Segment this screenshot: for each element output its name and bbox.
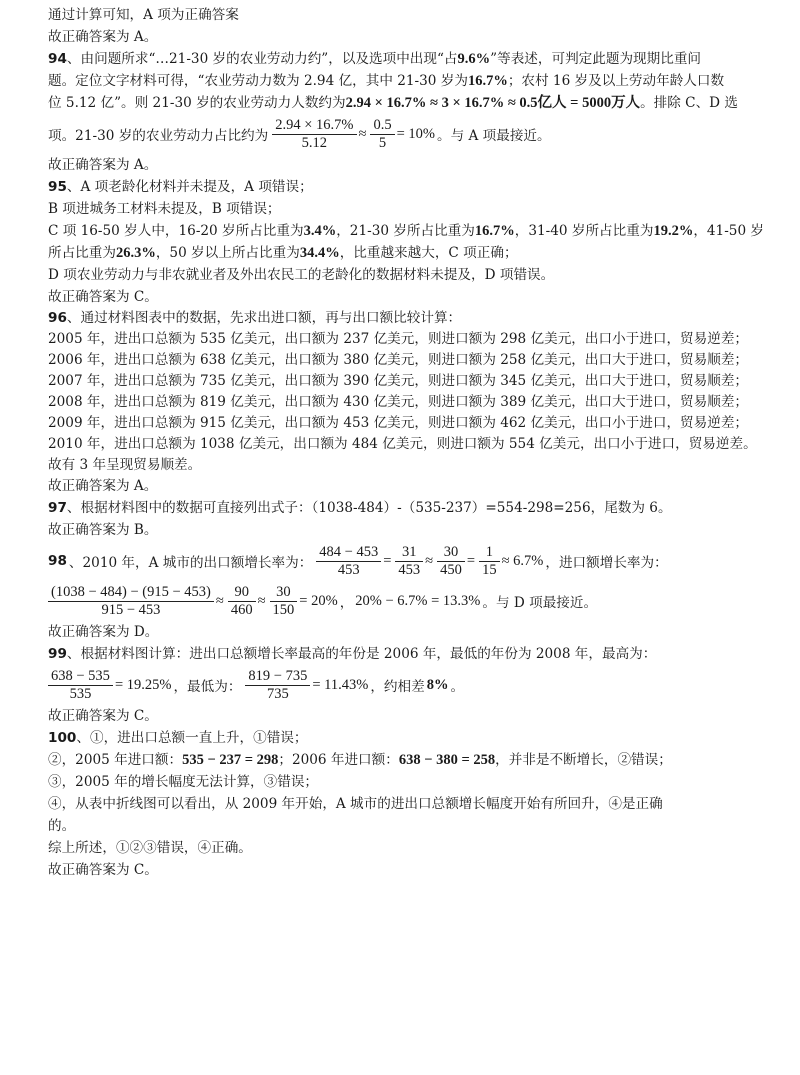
year-row: 2008 年，进出口总额为 819 亿美元，出口额为 430 亿美元，则进口额为 389 亿美元，出口大于进口，贸易顺差；	[48, 394, 749, 410]
answer-line: 故正确答案为 C。	[48, 708, 158, 724]
text-line: 97、根据材料图中的数据可直接列出式子：（1038-484）-（535-237）=554-298=256，尾数为 6。	[48, 500, 672, 516]
question-number: 96	[48, 310, 67, 326]
text-line: 94、由问题所求“…21-30 岁的农业劳动力约”，以及选项中出现“占9.6%”等表述，可判定此题为现期比重问	[48, 51, 702, 67]
question-number: 99	[48, 646, 67, 662]
text-line: 综上所述，①②③错误，④正确。	[48, 840, 252, 856]
text-line: 位 5.12 亿”。则 21-30 岁的农业劳动力人数约为2.94 × 16.7% ≈ 3 × 16.7% ≈ 0.5亿人 = 5000万人。排除 C、D 选	[48, 95, 738, 111]
question-95	[48, 176, 765, 308]
fraction: $\frac{0.5}{5}$	[370, 117, 394, 152]
text-line: 所占比重为26.3%，50 岁以上所占比重为34.4%，比重越来越大，C 项正确；	[48, 245, 518, 261]
text-line: 故有 3 年呈现贸易顺差。	[48, 457, 202, 473]
question-number: 95	[48, 179, 67, 195]
text-line: 99、根据材料图计算：进出口总额增长率最高的年份是 2006 年，最低的年份为 2008 年，最高为：	[48, 646, 657, 662]
text-line: ②，2005 年进口额：535 − 237 = 298；2006 年进口额：638 − 380 = 258，并非是不断增长，②错误；	[48, 752, 672, 768]
text-line: 通过计算可知，A 项为正确答案	[48, 7, 239, 23]
question-number: 100	[48, 730, 77, 746]
answer-line: 故正确答案为 C。	[48, 289, 158, 305]
answer-line: 故正确答案为 C。	[48, 862, 158, 878]
year-row: 2009 年，进出口总额为 915 亿美元，出口额为 453 亿美元，则进口额为 462 亿美元，出口小于进口，贸易逆差；	[48, 415, 749, 431]
question-96	[48, 308, 760, 497]
text-line: 100、①，进出口总额一直上升，①错误；	[48, 730, 308, 746]
question-99	[48, 643, 760, 727]
solution-text	[48, 4, 765, 881]
text-line: C 项 16-50 岁人中，16-20 岁所占比重为3.4%，21-30 岁所占比重为16.7%，31-40 岁所占比重为19.2%，41-50 岁	[48, 223, 765, 239]
fraction: $\frac{2.94 \times 16.7\%}{5.12}$	[272, 117, 356, 152]
year-row: 2010 年，进出口总额为 1038 亿美元，出口额为 484 亿美元，则进口额为 554 亿美元，出口小于进口，贸易逆差。	[48, 436, 757, 452]
fraction: $\frac{638 - 535}{535}$	[48, 668, 113, 703]
fraction: $\frac{30}{150}$	[270, 584, 298, 619]
question-number: 94	[48, 51, 67, 67]
question-number: 98	[48, 553, 67, 569]
fraction: $\frac{1}{15}$	[479, 544, 500, 579]
fraction: $\frac{819 - 735}{735}$	[245, 668, 310, 703]
formula-line: $\frac{638 - 535}{535}$ = 19.25% ，最低为： $\frac{819 - 735}{735}$ = 11.43% ，约相差 8% 。	[48, 665, 760, 705]
fraction: $\frac{31}{453}$	[395, 544, 423, 579]
answer-line: 故正确答案为 A。	[48, 157, 158, 173]
year-row: 2007 年，进出口总额为 735 亿美元，出口额为 390 亿美元，则进口额为 345 亿美元，出口大于进口，贸易顺差；	[48, 373, 749, 389]
formula-line: 项。21-30 岁的农业劳动力占比约为 $\frac{2.94 \times 16.7\%}{5.12}$ ≈ $\frac{0.5}{5}$ = 10% 。与 A 项最接近。	[48, 116, 551, 151]
year-row: 2005 年，进出口总额为 535 亿美元，出口额为 237 亿美元，则进口额为 298 亿美元，出口小于进口，贸易逆差；	[48, 331, 749, 347]
text-line: 95、A 项老龄化材料并未提及，A 项错误；	[48, 179, 313, 195]
text-line: 96、通过材料图表中的数据，先求出进口额，再与出口额比较计算：	[48, 310, 462, 326]
answer-line: 故正确答案为 A。	[48, 29, 158, 45]
question-number: 97	[48, 500, 67, 516]
formula-line: $\frac{(1038 - 484) - (915 - 453)}{915 - 453}$ ≈ $\frac{90}{460}$ ≈ $\frac{30}{150}$ = 20% ， 20% − 6.7% = 13.3% 。与 D 项最接近。	[48, 581, 760, 621]
answer-line: 故正确答案为 D。	[48, 624, 159, 640]
year-row: 2006 年，进出口总额为 638 亿美元，出口额为 380 亿美元，则进口额为 258 亿美元，出口大于进口，贸易顺差；	[48, 352, 749, 368]
fraction: $\frac{484 - 453}{453}$	[316, 544, 381, 579]
math-expression: 2.94 × 16.7% ≈ 3 × 16.7% ≈ 0.5亿人 = 5000万人	[345, 95, 641, 111]
question-97	[48, 497, 760, 541]
text-line: 题。定位文字材料可得，“农业劳动力数为 2.94 亿，其中 21-30 岁为16.7%；农村 16 岁及以上劳动年龄人口数	[48, 73, 725, 89]
fraction: $\frac{90}{460}$	[228, 584, 256, 619]
answer-line: 故正确答案为 A。	[48, 478, 158, 494]
text-line: ④，从表中折线图可以看出，从 2009 年开始，A 城市的进出口总额增长幅度开始有所回升，④是正确	[48, 796, 663, 812]
answer-line: 故正确答案为 B。	[48, 522, 158, 538]
formula-line: 98 、2010 年，A 城市的出口额增长率为： $\frac{484 - 453}{453}$ = $\frac{31}{453}$ ≈ $\frac{30}{450}$ = $\frac{1}{15}$ ≈ 6.7% ，进口额增长率为：	[48, 543, 668, 578]
text-line: B 项进城务工材料未提及，B 项错误；	[48, 201, 281, 217]
text-line: 的。	[48, 818, 76, 834]
fraction: $\frac{(1038 - 484) - (915 - 453)}{915 - 453}$	[48, 584, 214, 619]
question-98	[48, 541, 760, 643]
fraction: $\frac{30}{450}$	[437, 544, 465, 579]
text-line: ③，2005 年的增长幅度无法计算，③错误；	[48, 774, 319, 790]
question-100	[48, 727, 760, 881]
question-94	[48, 48, 760, 176]
text-line: D 项农业劳动力与非农就业者及外出农民工的老龄化的数据材料未提及，D 项错误。	[48, 267, 555, 283]
